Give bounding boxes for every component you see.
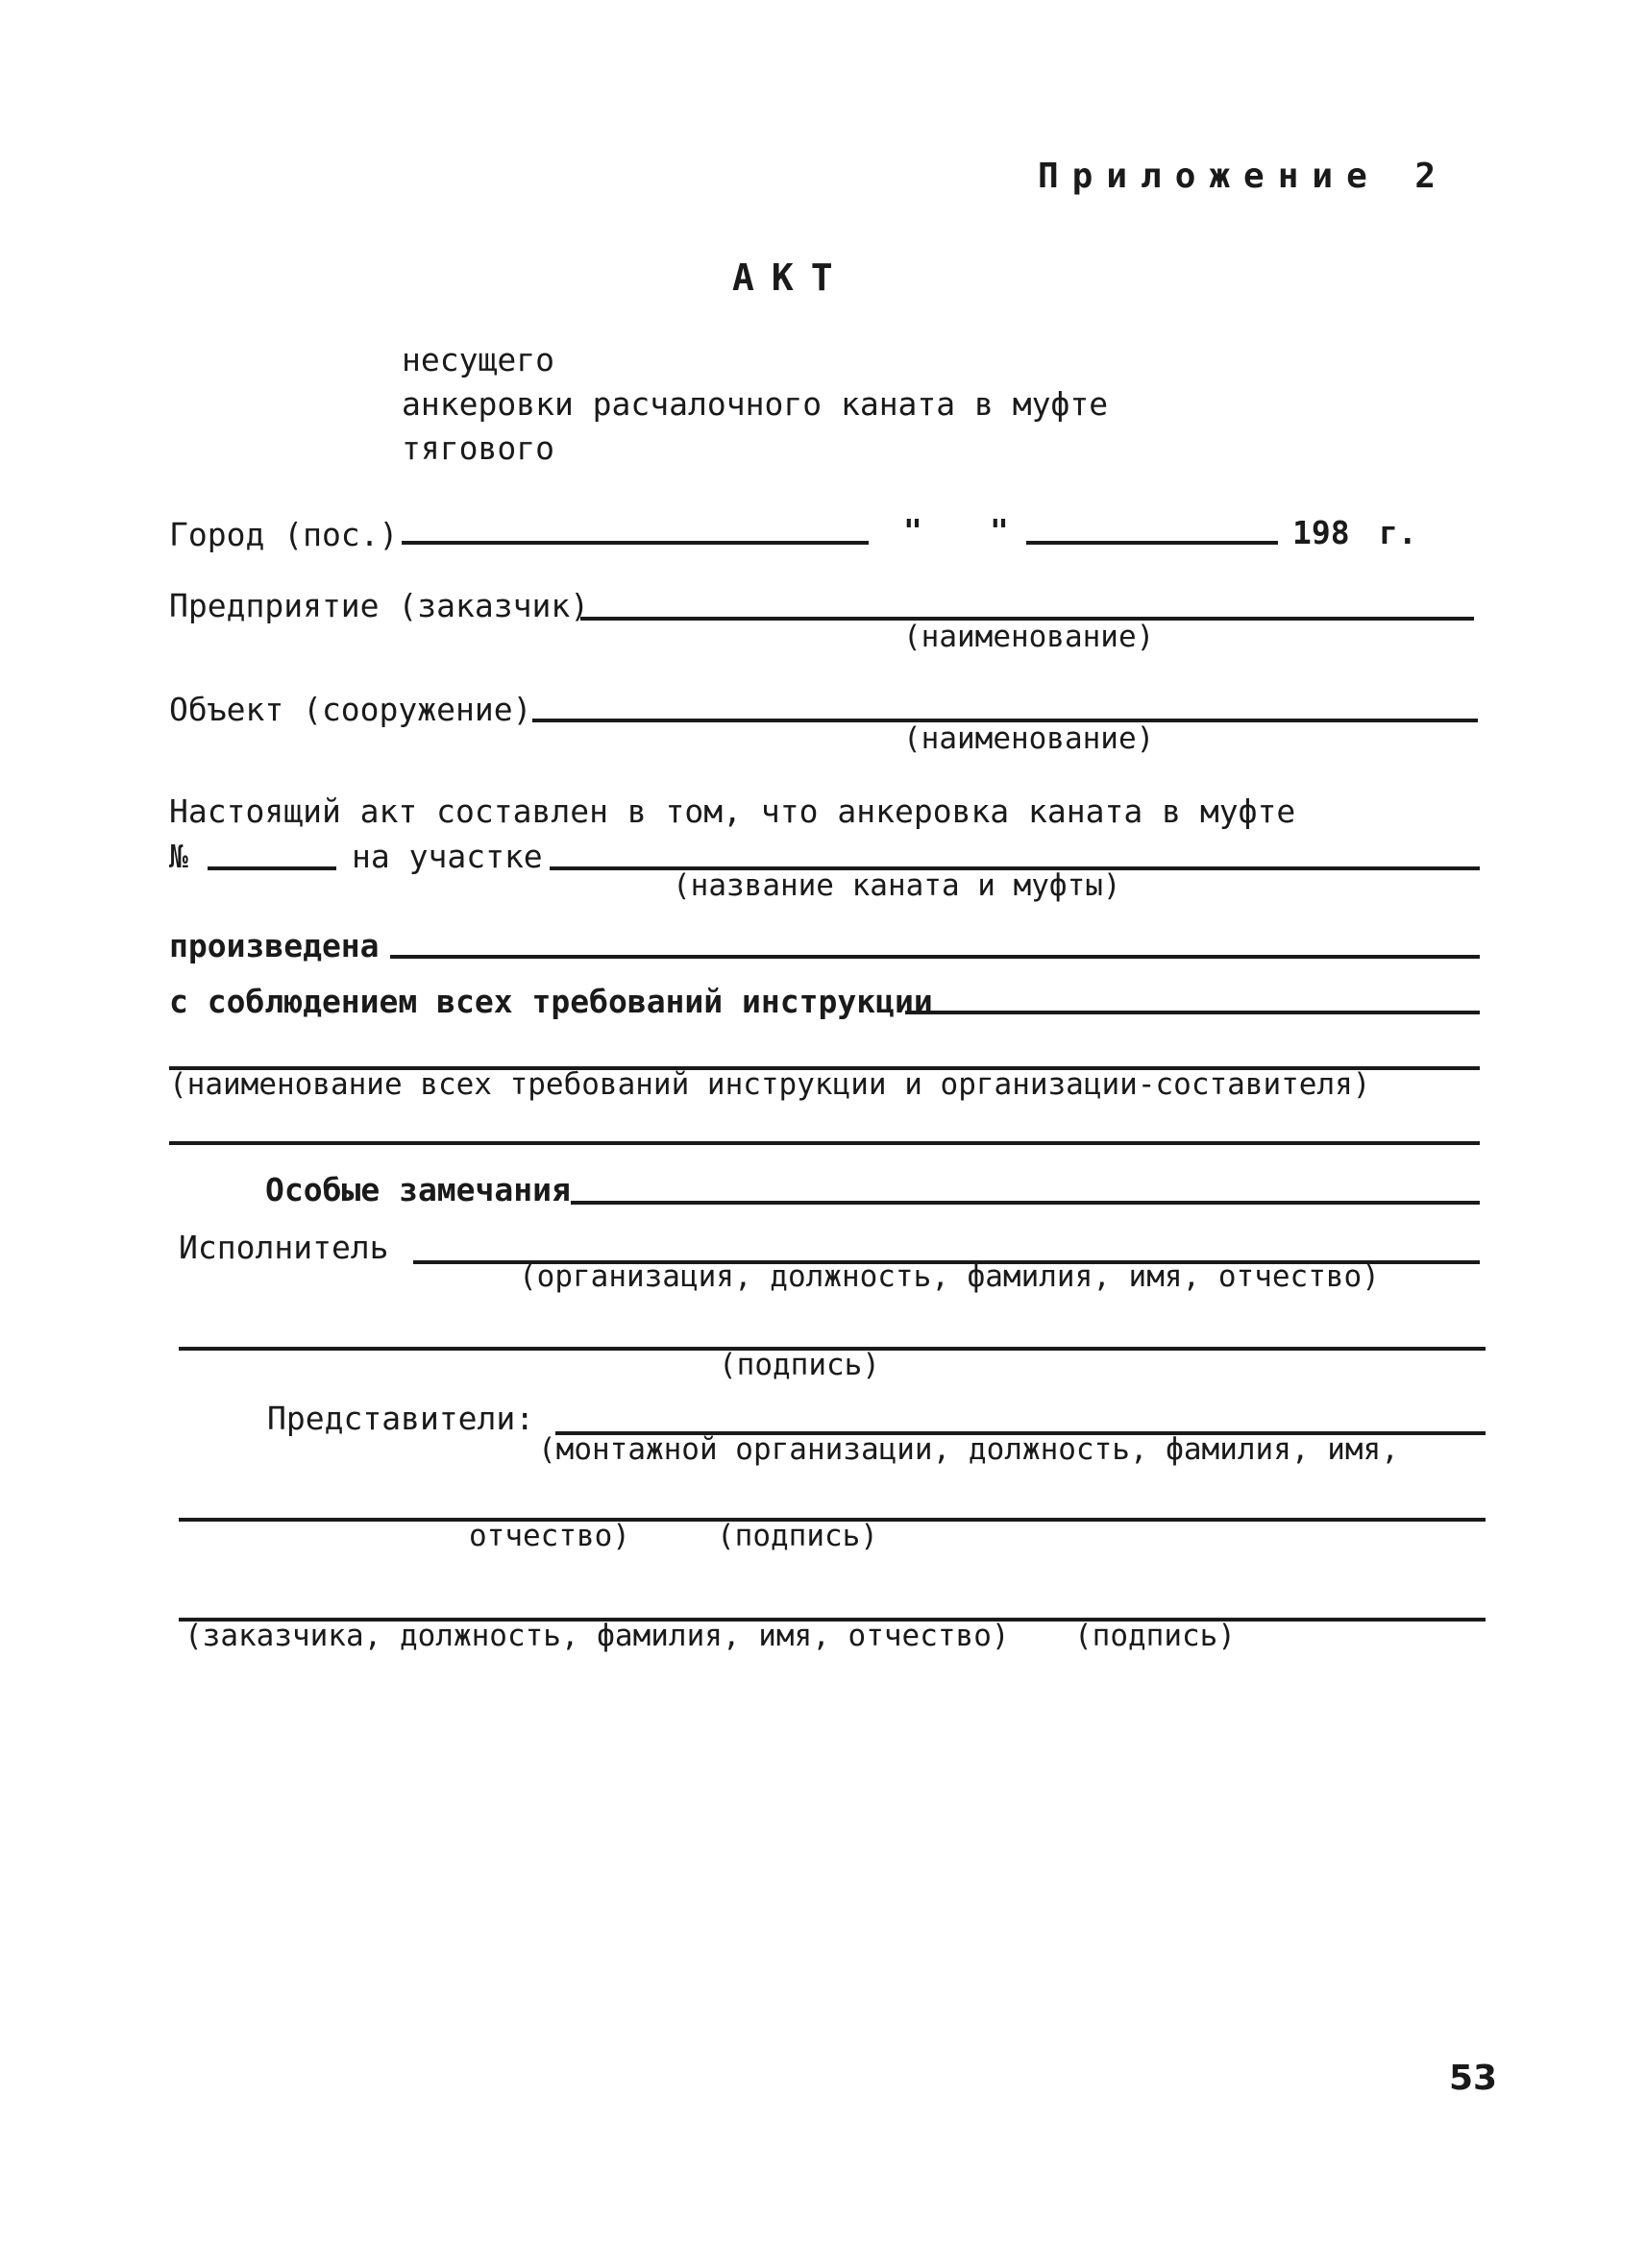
mount-org-signature-caption: (подпись) bbox=[717, 1519, 878, 1553]
year-suffix: г. bbox=[1379, 514, 1417, 551]
date-field[interactable] bbox=[1026, 541, 1278, 545]
object-caption: (наименование) bbox=[903, 721, 1155, 756]
section-caption: (название каната и муфты) bbox=[673, 868, 1121, 903]
date-quote-close: " bbox=[990, 512, 1009, 549]
page-number: 53 bbox=[1449, 2059, 1498, 2098]
statement-text: Настоящий акт составлен в том, что анкеровка каната в муфте bbox=[169, 793, 1296, 830]
document-title: АКТ bbox=[732, 256, 850, 299]
performed-label: произведена bbox=[169, 927, 380, 964]
appendix-label: Приложение 2 bbox=[1038, 157, 1450, 196]
remarks-label: Особые замечания bbox=[265, 1171, 571, 1208]
section-label: на участке bbox=[352, 838, 543, 875]
object-label: Объект (сооружение) bbox=[169, 691, 532, 728]
compliance-label: с соблюдением всех требований инструкции bbox=[169, 983, 933, 1020]
customer-signature-caption: (подпись) bbox=[1074, 1619, 1236, 1653]
subtitle-line-3: тягового bbox=[402, 429, 554, 467]
compliance-field-line-3[interactable] bbox=[169, 1141, 1480, 1145]
executor-signature-caption: (подпись) bbox=[719, 1348, 880, 1382]
compliance-field[interactable] bbox=[905, 1011, 1480, 1014]
remarks-field[interactable] bbox=[571, 1201, 1480, 1205]
compliance-caption: (наименование всех требований инструкции и организации-составителя) bbox=[169, 1067, 1371, 1102]
representatives-label: Представители: bbox=[267, 1400, 535, 1437]
city-field[interactable] bbox=[402, 541, 869, 545]
performed-field[interactable] bbox=[390, 955, 1480, 959]
city-label: Город (пос.) bbox=[169, 516, 399, 553]
number-sign: № bbox=[169, 838, 188, 875]
executor-label: Исполнитель bbox=[179, 1229, 389, 1266]
year-prefix: 198 bbox=[1292, 514, 1350, 551]
enterprise-caption: (наименование) bbox=[903, 620, 1155, 654]
customer-caption: (заказчика, должность, фамилия, имя, отчество) bbox=[184, 1619, 1010, 1653]
mount-org-caption-cont: отчество) bbox=[469, 1519, 630, 1553]
subtitle-line-1: несущего bbox=[402, 341, 554, 378]
subtitle-line-2: анкеровки расчалочного каната в муфте bbox=[402, 385, 1109, 423]
executor-caption: (организация, должность, фамилия, имя, отчество) bbox=[519, 1259, 1380, 1294]
mount-org-caption: (монтажной организации, должность, фамилия, имя, bbox=[538, 1432, 1399, 1467]
date-quote-open: " bbox=[903, 512, 922, 549]
enterprise-label: Предприятие (заказчик) bbox=[169, 587, 590, 624]
number-field[interactable] bbox=[208, 866, 336, 870]
